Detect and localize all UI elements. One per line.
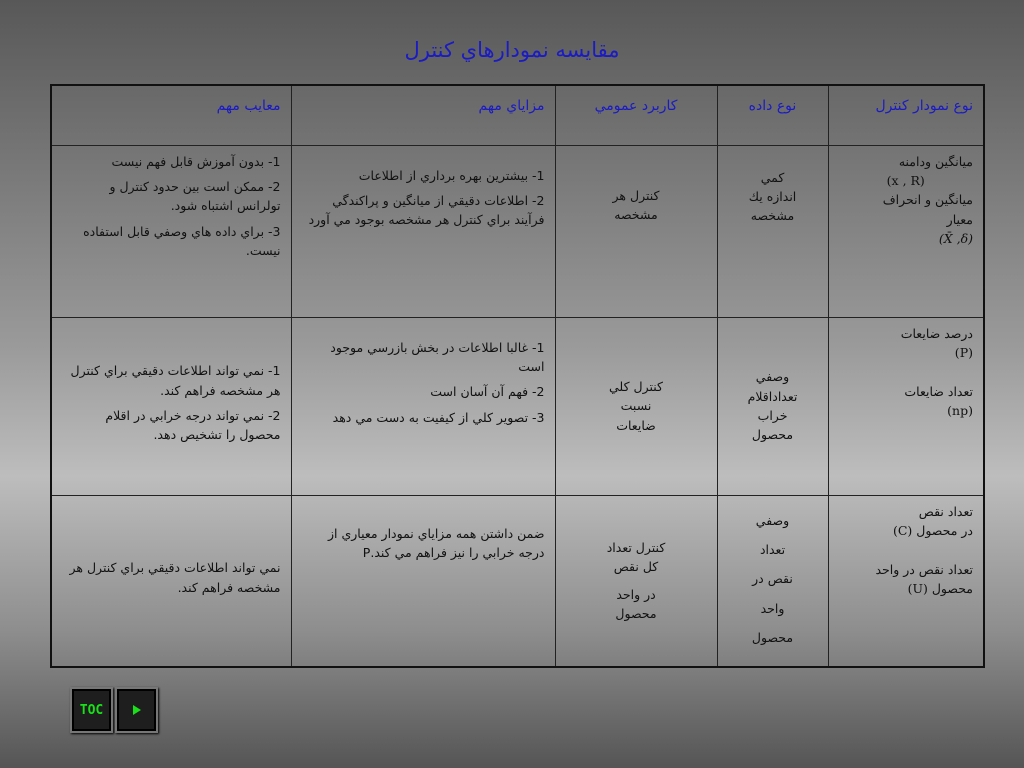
header-disadvantages: معايب مهم [51,85,291,145]
data-type-cell: وصفي تعداداقلام خراب محصول [717,317,828,495]
control-charts-table [50,84,985,668]
play-icon [133,705,141,715]
disadvantages-cell: نمي تواند اطلاعات دقيقي براي کنترل هر مشخصه فراهم کند. [51,495,291,667]
disadvantages-cell: 1- بدون آموزش قابل فهم نيست 2- ممكن است بين حدود کنترل و تولرانس اشتباه شود. 3- براي داده هاي وصفي قابل استفاده نيست. [51,145,291,317]
table-row [51,495,984,667]
header-usage: کاربرد عمومي [555,85,717,145]
usage-cell: کنترل تعداد کل نقص در واحد محصول [555,495,717,667]
header-chart-type: نوع نمودار کنترل [828,85,984,145]
table-row [51,317,984,495]
table-row [51,145,984,317]
data-type-cell: کمي اندازه يك مشخصه [717,145,828,317]
usage-cell: کنترل هر مشخصه [555,145,717,317]
disadvantages-cell: 1- نمي تواند اطلاعات دقيقي براي کنترل هر مشخصه فراهم کند. 2- نمي تواند درجه خرابي در اقلام محصول را تشخيص دهد. [51,317,291,495]
header-data-type: نوع داده [717,85,828,145]
chart-type-cell: درصد ضايعات (P) تعداد ضايعات (np) [828,317,984,495]
advantages-cell: ضمن داشتن همه مزاياي نمودار معياري از درجه خرابي را نيز فراهم مي کند.P [291,495,555,667]
advantages-cell: 1- غالبا اطلاعات در بخش بازرسي موجود است 2- فهم آن آسان است 3- تصوير کلي از كيفيت به دست مي دهد [291,317,555,495]
chart-type-cell: ميانگين ودامنه (x , R) ميانگين و انحراف معيار (X̄ ,δ) [828,145,984,317]
header-row [51,85,984,145]
chart-type-cell: تعداد نقص در محصول (C) تعداد نقص در واحد محصول (U) [828,495,984,667]
usage-cell: کنترل کلي نسبت ضايعات [555,317,717,495]
nav-buttons [70,687,158,732]
header-advantages: مزاياي مهم [291,85,555,145]
toc-button[interactable]: TOC [70,687,113,733]
page-title: مقايسه نمودارهاي کنترل [404,38,620,62]
data-type-cell: وصفي تعداد نقص در واحد محصول [717,495,828,667]
next-button[interactable] [115,687,158,733]
advantages-cell: 1- بيشترين بهره برداري از اطلاعات 2- اطلاعات دقيقي از ميانگين و پراکندگي فرآيند براي کنترل هر مشخصه بوجود مي آورد [291,145,555,317]
